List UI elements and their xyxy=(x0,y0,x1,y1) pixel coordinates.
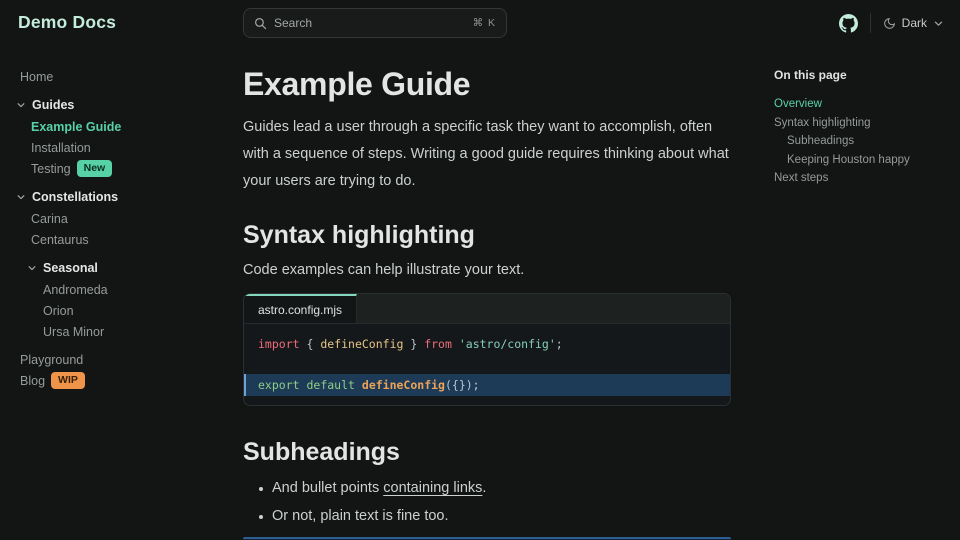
heading-subheadings: Subheadings xyxy=(243,438,400,466)
sidebar-item-andromeda[interactable]: Andromeda xyxy=(43,282,108,297)
sidebar-item-installation[interactable]: Installation xyxy=(31,140,91,155)
list-item: Or not, plain text is fine too. xyxy=(243,507,731,526)
theme-label: Dark xyxy=(901,16,927,30)
moon-icon xyxy=(883,17,896,30)
header-divider xyxy=(870,13,871,33)
toc-item-syntax-highlighting[interactable]: Syntax highlighting xyxy=(774,116,871,129)
bullet-list xyxy=(243,479,731,526)
code-tab-filename[interactable]: astro.config.mjs xyxy=(244,294,357,323)
wip-badge: WIP xyxy=(51,372,85,388)
code-tab-bar xyxy=(244,294,730,324)
sidebar-group-constellations[interactable]: Constellations xyxy=(0,186,235,207)
list-item: And bullet points containing links. xyxy=(243,479,731,498)
search-placeholder: Search xyxy=(274,16,313,30)
sidebar-item-home[interactable]: Home xyxy=(20,69,54,84)
code-line-1: import { defineConfig } from 'astro/config'; xyxy=(258,337,563,351)
page-title: Example Guide xyxy=(243,66,471,102)
search-shortcut: ⌘ K xyxy=(472,17,496,29)
sidebar-item-blog[interactable]: Blog WIP xyxy=(0,370,235,391)
chevron-down-icon xyxy=(16,192,26,202)
site-title[interactable]: Demo Docs xyxy=(18,12,117,32)
code-body xyxy=(244,324,730,405)
theme-select[interactable] xyxy=(883,16,944,30)
sidebar-group-guides[interactable]: Guides xyxy=(0,94,235,115)
sidebar-item-centaurus[interactable]: Centaurus xyxy=(31,232,89,247)
chevron-down-icon xyxy=(27,263,37,273)
toc-item-subheadings[interactable]: Subheadings xyxy=(787,135,855,147)
chevron-down-icon xyxy=(933,18,944,29)
main-content xyxy=(243,46,731,540)
containing-links-link[interactable]: containing links xyxy=(383,480,483,496)
code-block xyxy=(243,293,731,406)
code-line-2 xyxy=(244,354,730,374)
sidebar-item-playground[interactable]: Playground xyxy=(20,352,84,367)
intro-paragraph: Guides lead a user through a specific task they want to accomplish, often with a sequence of steps. Writing a good guide requires thinking about what your users are trying to do. xyxy=(243,119,729,189)
toc-title: On this page xyxy=(774,68,847,82)
heading-syntax-highlighting: Syntax highlighting xyxy=(243,221,475,249)
toc-item-next-steps[interactable]: Next steps xyxy=(774,172,829,184)
sidebar-item-carina[interactable]: Carina xyxy=(31,211,68,226)
sidebar-item-ursa-minor[interactable]: Ursa Minor xyxy=(43,324,105,339)
code-line-3-highlighted: export default defineConfig({}); xyxy=(244,374,730,396)
header-actions xyxy=(839,0,944,46)
sidebar-nav xyxy=(0,46,235,540)
chevron-down-icon xyxy=(16,100,26,110)
toc-item-keeping-houston-happy[interactable]: Keeping Houston happy xyxy=(787,153,910,166)
toc-item-overview[interactable]: Overview xyxy=(774,98,822,110)
search-icon xyxy=(254,17,267,30)
sidebar-group-seasonal[interactable]: Seasonal xyxy=(0,257,235,278)
sidebar-item-orion[interactable]: Orion xyxy=(43,303,74,318)
new-badge: New xyxy=(77,160,113,176)
search-input[interactable] xyxy=(243,8,507,38)
site-header xyxy=(0,0,960,46)
syntax-paragraph: Code examples can help illustrate your text. xyxy=(243,262,525,278)
sidebar-item-example-guide[interactable]: Example Guide xyxy=(31,119,122,134)
on-this-page-nav xyxy=(774,46,960,188)
github-icon[interactable] xyxy=(839,14,858,33)
sidebar-item-testing[interactable]: Testing New xyxy=(0,158,235,179)
